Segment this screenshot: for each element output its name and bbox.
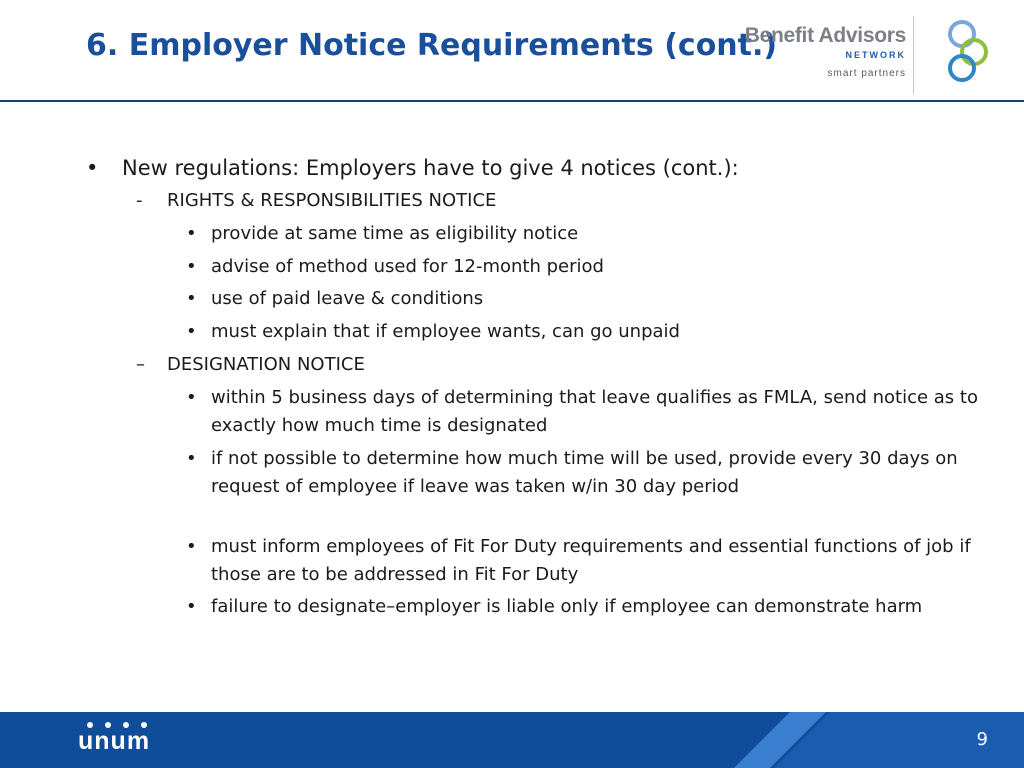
sub-bullet-marker: • bbox=[186, 256, 197, 277]
sub-bullet-marker: • bbox=[186, 288, 197, 309]
list-item-text: must explain that if employee wants, can go unpaid bbox=[211, 321, 680, 342]
sub-bullet-marker: • bbox=[186, 321, 197, 342]
section-heading-text: RIGHTS & RESPONSIBILITIES NOTICE bbox=[167, 190, 497, 211]
dash-marker: – bbox=[136, 354, 145, 375]
unum-logo: unum bbox=[78, 727, 151, 755]
slide-body bbox=[0, 148, 1024, 668]
list-item-text: within 5 business days of determining that leave qualifies as FMLA, send notice as to exactly how much time is designated bbox=[211, 387, 978, 436]
footer-bar bbox=[0, 712, 1024, 768]
logo-divider bbox=[913, 16, 914, 94]
sub-bullet-marker: • bbox=[186, 596, 197, 617]
page-number: 9 bbox=[976, 729, 988, 750]
list-item-text: must inform employees of Fit For Duty requirements and essential functions of job if those are to be addressed in Fit For Duty bbox=[211, 536, 971, 585]
list-item-text: failure to designate–employer is liable only if employee can demonstrate harm bbox=[211, 596, 923, 617]
sub-bullet-marker: • bbox=[186, 387, 197, 408]
sub-bullet-marker: • bbox=[186, 223, 197, 244]
interlocking-rings-icon bbox=[936, 12, 996, 92]
bullet-marker: • bbox=[86, 156, 99, 180]
dash-marker: - bbox=[136, 190, 143, 211]
logo-network: NETWORK bbox=[845, 50, 906, 60]
sub-bullet-marker: • bbox=[186, 536, 197, 557]
benefit-advisors-logo bbox=[744, 10, 996, 90]
list-item-text: provide at same time as eligibility notice bbox=[211, 223, 579, 244]
section-heading-text: DESIGNATION NOTICE bbox=[167, 354, 365, 375]
list-item-text: use of paid leave & conditions bbox=[211, 288, 484, 309]
list-item-text: if not possible to determine how much time will be used, provide every 30 days on request of employee if leave was taken w/in 30 day period bbox=[211, 448, 958, 497]
slide-title: 6. Employer Notice Requirements (cont.) bbox=[86, 28, 778, 63]
title-divider bbox=[0, 100, 1024, 102]
list-item-text: advise of method used for 12-month period bbox=[211, 256, 604, 277]
logo-tagline: smart partners bbox=[827, 68, 906, 79]
sub-bullet-marker: • bbox=[186, 448, 197, 469]
logo-name: Benefit Advisors bbox=[744, 24, 906, 47]
main-bullet-text: New regulations: Employers have to give 4 notices (cont.): bbox=[122, 156, 739, 180]
